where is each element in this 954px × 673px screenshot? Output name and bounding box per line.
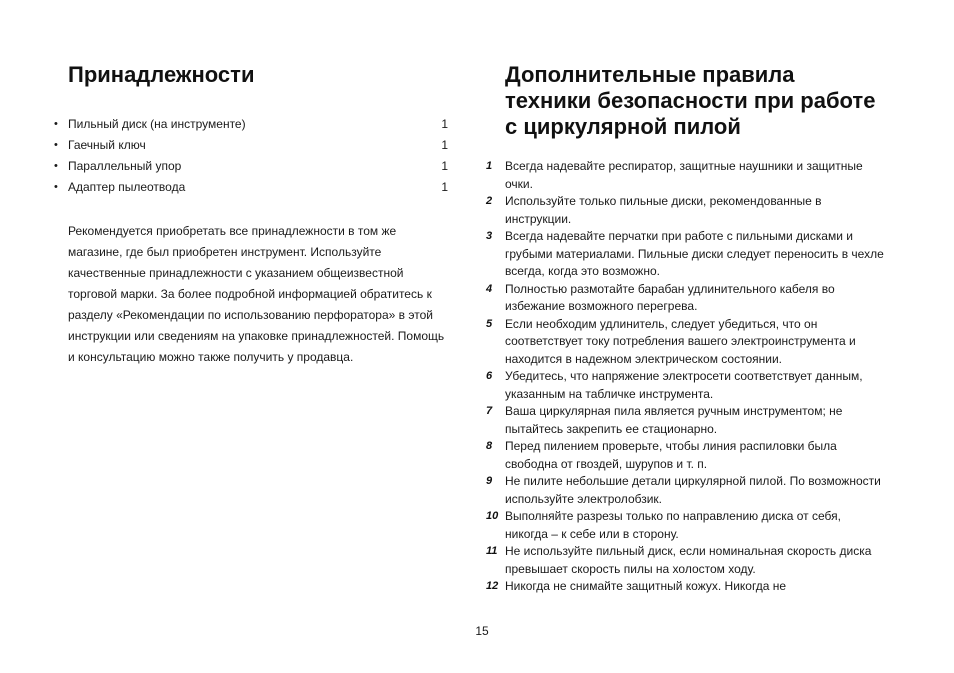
rule-number: 6 xyxy=(486,370,493,382)
accessories-section xyxy=(54,62,450,368)
list-item xyxy=(486,368,886,403)
rule-number: 4 xyxy=(486,282,493,295)
rule-number: 8 xyxy=(486,440,493,452)
recommendation-paragraph: Рекомендуется приобретать все принадлежности в том же магазине, где был приобретен инструмент. Используйте качественные принадлежности с указанием общеизвестной торговой марки. За более подробной информацией обратитесь к разделу «Рекомендации по использованию перфоратора» в этой инструкции или сведениям на упаковке принадлежностей. Помощь и консультацию можно также получить у продавца. xyxy=(68,224,445,364)
list-item xyxy=(54,114,450,135)
list-item xyxy=(54,177,450,198)
rule-text: Убедитесь, что напряжение электросети соответствует данным, указанным на табличке инструмента. xyxy=(505,369,863,401)
rule-text: Используйте только пильные диски, рекомендованные в инструкции. xyxy=(505,194,822,226)
rule-text: Если необходим удлинитель, следует убедиться, что он соответствует току потребления вашего электроинструмента и находится в надежном электрическом состоянии. xyxy=(505,316,856,366)
list-item xyxy=(486,281,886,316)
safety-rules-list xyxy=(486,158,886,596)
accessory-quantity: 1 xyxy=(441,138,448,152)
bullet-icon: • xyxy=(54,181,58,193)
safety-rules-section xyxy=(486,62,886,596)
list-item xyxy=(486,403,886,438)
rule-text: Выполняйте разрезы только по направлению диска от себя, никогда – к себе или в сторону. xyxy=(505,509,841,541)
safety-rules-title: Дополнительные правила техники безопасности при работе с циркулярной пилой xyxy=(505,62,876,139)
rule-number: 1 xyxy=(486,160,493,172)
list-item xyxy=(486,193,886,228)
rule-text: Не используйте пильный диск, если номинальная скорость диска превышает скорость пилы на холостом ходу. xyxy=(505,544,872,576)
rule-text: Полностью размотайте барабан удлинительного кабеля во избежание возможного перегрева. xyxy=(505,281,835,313)
page-number: 15 xyxy=(475,624,489,638)
accessory-quantity: 1 xyxy=(441,180,448,194)
rule-text: Всегда надевайте перчатки при работе с пильными дисками и грубыми материалами. Пильные диски следует переносить в чехле всегда, когда это возможно. xyxy=(505,229,884,278)
list-item xyxy=(486,228,886,281)
rule-text: Всегда надевайте респиратор, защитные наушники и защитные очки. xyxy=(505,159,863,191)
list-item xyxy=(486,508,886,543)
accessory-name: Параллельный упор xyxy=(68,159,182,173)
rule-text: Ваша циркулярная пила является ручным инструментом; не пытайтесь закрепить ее стационарно. xyxy=(505,404,843,436)
rule-number: 10 xyxy=(486,510,499,522)
rule-text: Никогда не снимайте защитный кожух. Никогда не xyxy=(505,579,787,593)
accessory-quantity: 1 xyxy=(441,159,448,173)
list-item xyxy=(486,578,886,596)
accessory-quantity: 1 xyxy=(441,117,448,131)
accessories-list xyxy=(54,114,450,198)
rule-number: 9 xyxy=(486,475,493,487)
rule-text: Перед пилением проверьте, чтобы линия распиловки была свободна от гвоздей, шурупов и т. п. xyxy=(505,439,837,471)
list-item xyxy=(486,316,886,369)
list-item xyxy=(486,543,886,578)
rule-text: Не пилите небольшие детали циркулярной пилой. По возможности используйте электролобзик. xyxy=(505,474,881,506)
accessory-name: Гаечный ключ xyxy=(68,138,146,152)
list-item xyxy=(54,156,450,177)
bullet-icon: • xyxy=(54,139,58,151)
rule-number: 11 xyxy=(486,545,498,557)
rule-number: 7 xyxy=(486,405,493,417)
list-item xyxy=(486,438,886,473)
rule-number: 5 xyxy=(486,317,493,330)
rule-number: 2 xyxy=(486,195,493,207)
rule-number: 3 xyxy=(486,230,493,242)
accessories-title: Принадлежности xyxy=(68,62,255,87)
list-item xyxy=(486,158,886,193)
bullet-icon: • xyxy=(54,118,58,130)
accessory-name: Пильный диск (на инструменте) xyxy=(68,117,246,131)
list-item xyxy=(486,473,886,508)
rule-number: 12 xyxy=(486,580,499,592)
accessory-name: Адаптер пылеотвода xyxy=(68,180,186,194)
list-item xyxy=(54,135,450,156)
bullet-icon: • xyxy=(54,160,58,172)
